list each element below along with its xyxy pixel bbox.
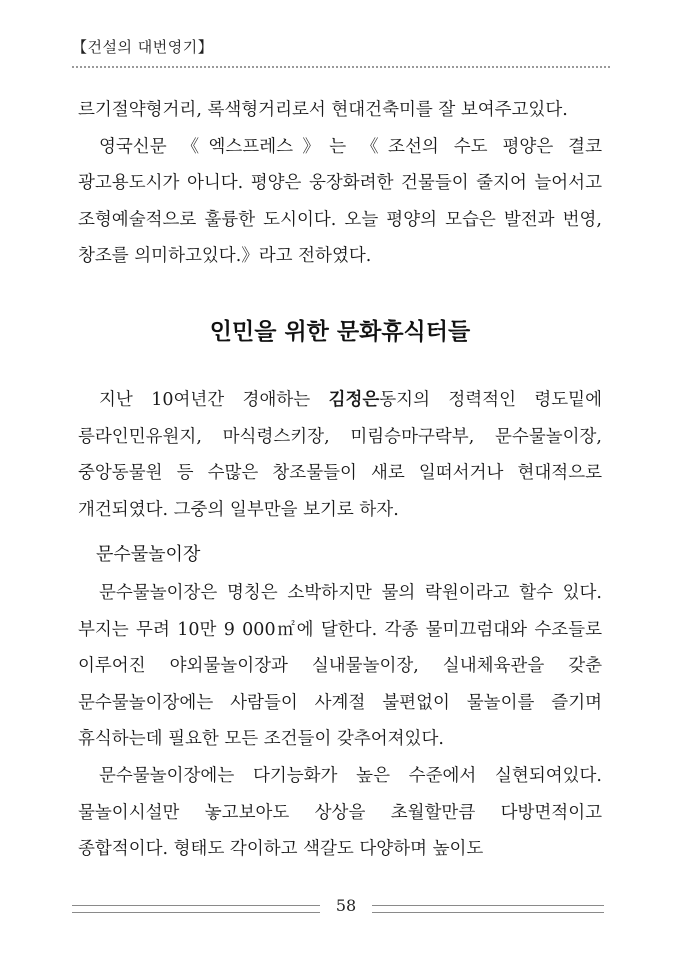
text-block-subsection <box>78 575 602 868</box>
paragraph-text: 지난 10여년간 경애하는 <box>99 390 329 410</box>
paragraph: 문수물놀이장은 명칭은 소박하지만 물의 락원이라고 할수 있다. 부지는 무려 10만 9 000㎡에 달한다. 각종 물미끄럼대와 수조들로 이루어진 야외물놀이장과 실내물놀이장, 실내체육관을 갖춘 문수물놀이장에는 사람들이 사계절 불편없이 물놀이를 즐기며 휴식하는데 필요한 모든 조건들이 갖추어져있다. <box>78 583 602 750</box>
footer-ornament-left <box>72 905 320 913</box>
paragraph-text: 동지의 정력적인 령도밑에 릉라인민유원지, 마식령스키장, 미림승마구락부, 문수물놀이장, 중앙동물원 등 수많은 창조물들이 새로 일떠서거나 현대적으로 개건되였다. 그중의 일부만을 보기로 하자. <box>78 390 602 520</box>
text-block-intro <box>78 92 602 275</box>
header-divider <box>72 66 610 68</box>
paragraph: 르기절약형거리, 록색형거리로서 현대건축미를 잘 보여주고있다. <box>78 100 568 120</box>
running-header: 【건설의 대번영기】 <box>72 38 214 56</box>
paragraph: 문수물놀이장에는 다기능화가 높은 수준에서 실현되여있다. 물놀이시설만 놓고보아도 상상을 초월할만큼 다방면적이고 종합적이다. 형태도 각이하고 색갈도 다양하며 높이도 <box>78 765 602 860</box>
paragraph: 영국신문 《엑스프레스》는 《조선의 수도 평양은 결코 광고용도시가 아니다. 평양은 웅장화려한 건물들이 줄지어 늘어서고 조형예술적으로 훌륭한 도시이다. 오늘 평양의 모습은 발전과 번영, 창조를 의미하고있다.》라고 전하였다. <box>78 136 602 267</box>
paragraph <box>78 382 602 528</box>
subsection-title: 문수물놀이장 <box>96 544 201 565</box>
section-title: 인민을 위한 문화휴식터들 <box>209 319 471 345</box>
text-block-section <box>78 382 602 528</box>
leader-name: 김정은 <box>328 390 380 410</box>
page-number: 58 <box>335 896 357 915</box>
footer-ornament-right <box>372 905 604 913</box>
